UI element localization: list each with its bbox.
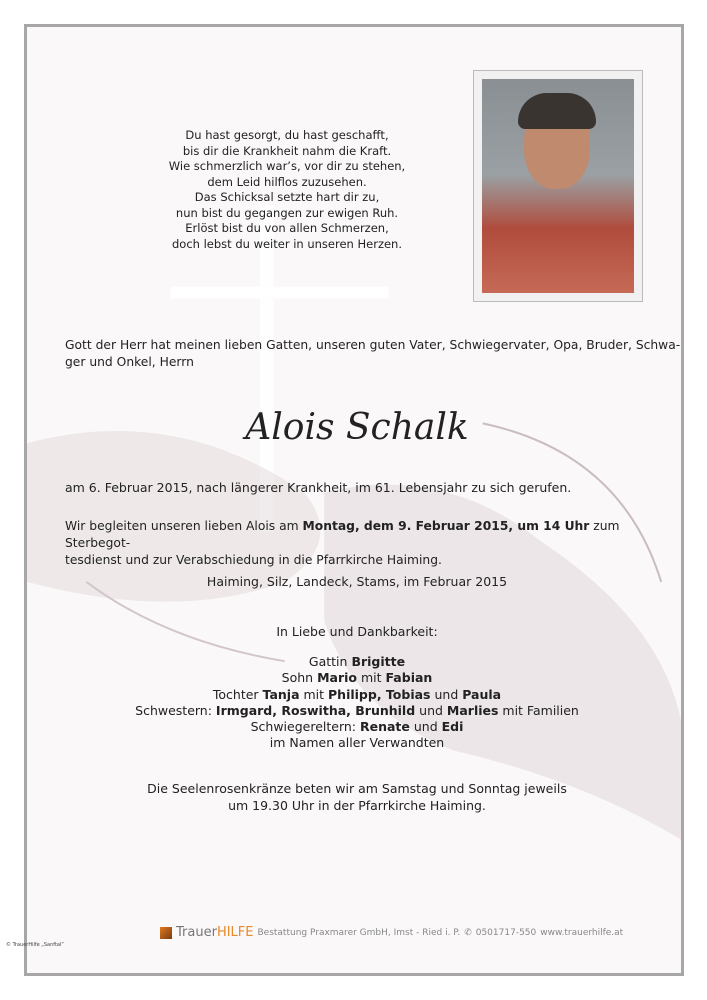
mourner-text: und	[409, 719, 442, 735]
poem-line: Erlöst bist du von allen Schmerzen,	[185, 221, 389, 235]
mourner-text: mit	[357, 670, 386, 686]
love-line: In Liebe und Dankbarkeit:	[276, 624, 438, 639]
mourner-text: Edi	[441, 719, 464, 735]
rosary-line: Die Seelenrosenkränze beten wir am Samstag und Sonntag jeweils	[147, 781, 567, 796]
place-date: Haiming, Silz, Landeck, Stams, im Februar 2015	[206, 574, 508, 589]
poem-line: dem Leid hilflos zuzusehen.	[207, 174, 367, 189]
mourner-text: Irmgard, Roswitha, Brunhild	[215, 702, 416, 718]
mourner-text: Tochter	[212, 686, 263, 702]
mourner-text: Brigitte	[351, 654, 406, 669]
mourner-text: Paula	[462, 686, 502, 702]
mourner-text: im Namen aller Verwandten	[269, 735, 445, 751]
intro-line: ger und Onkel, Herrn	[65, 355, 194, 369]
footer	[160, 925, 623, 940]
mourner-text: Fabian	[385, 670, 433, 686]
mourner-line	[27, 687, 684, 703]
copyright: © TrauerHilfe „Sanftal“	[6, 942, 64, 948]
mourner-line	[27, 735, 684, 751]
mourner-text: Schwiegereltern:	[250, 719, 360, 735]
poem-line: Du hast gesorgt, du hast geschafft,	[185, 128, 389, 142]
brand-name	[176, 925, 253, 940]
company: Bestattung Praxmarer GmbH, Imst - Ried i. P.	[257, 927, 461, 938]
poem-line: nun bist du gegangen zur ewigen Ruh.	[175, 205, 399, 220]
poem-line: bis dir die Krankheit nahm die Kraft.	[182, 143, 392, 158]
poem-line: doch lebst du weiter in unseren Herzen.	[172, 236, 402, 251]
mourner-line	[27, 719, 684, 735]
funeral-notice	[65, 518, 681, 569]
mourner-text: und	[415, 702, 447, 718]
phone: 0501717-550	[475, 927, 537, 938]
mourner-line	[27, 703, 684, 719]
intro-line: Gott der Herr hat meinen lieben Gatten, unseren guten Vater, Schwiegervater, Opa, Bruder, Schwa-	[65, 338, 681, 352]
mourner-text: Philipp, Tobias	[328, 686, 431, 702]
mourner-text: Mario	[317, 670, 357, 686]
funeral-text: zum Sterbegot-	[65, 519, 620, 550]
death-notice: am 6. Februar 2015, nach längerer Krankheit, im 61. Lebensjahr zu sich gerufen.	[65, 480, 572, 495]
mourners-list	[27, 654, 684, 752]
mourner-text: Gattin	[308, 654, 352, 669]
mourner-line	[27, 670, 684, 686]
poem	[137, 128, 437, 252]
rosary-notice	[27, 780, 684, 814]
trauerhilfe-logo-icon	[160, 927, 172, 939]
mourner-text: Marlies	[446, 702, 499, 718]
portrait-photo	[473, 70, 643, 302]
obituary-card	[24, 24, 684, 976]
mourner-text: und	[430, 686, 463, 702]
funeral-date: Montag, dem 9. Februar 2015, um 14 Uhr	[302, 519, 590, 533]
brand-b: HILFE	[216, 925, 254, 940]
funeral-text: tesdienst und zur Verabschiedung in die Pfarrkirche Haiming.	[65, 553, 442, 567]
website-link[interactable]: www.trauerhilfe.at	[540, 927, 624, 938]
mourner-text: Schwestern:	[135, 702, 216, 718]
mourner-text: Tanja	[262, 686, 300, 702]
intro-text	[65, 337, 680, 371]
mourner-text: Renate	[359, 719, 410, 735]
phone-icon: ✆	[464, 927, 472, 938]
poem-line: Wie schmerzlich war’s, vor dir zu stehen,	[168, 159, 406, 173]
rosary-line: um 19.30 Uhr in der Pfarrkirche Haiming.	[228, 798, 486, 813]
poem-line: Das Schicksal setzte hart dir zu,	[194, 190, 380, 204]
mourner-text: mit	[299, 686, 329, 702]
mourner-text: mit Familien	[498, 702, 579, 718]
mourner-text: Sohn	[281, 670, 318, 686]
deceased-name: Alois Schalk	[245, 407, 469, 448]
funeral-text: Wir begleiten unseren lieben Alois am	[65, 519, 303, 533]
mourner-line	[27, 654, 684, 670]
brand-a: Trauer	[176, 925, 217, 940]
